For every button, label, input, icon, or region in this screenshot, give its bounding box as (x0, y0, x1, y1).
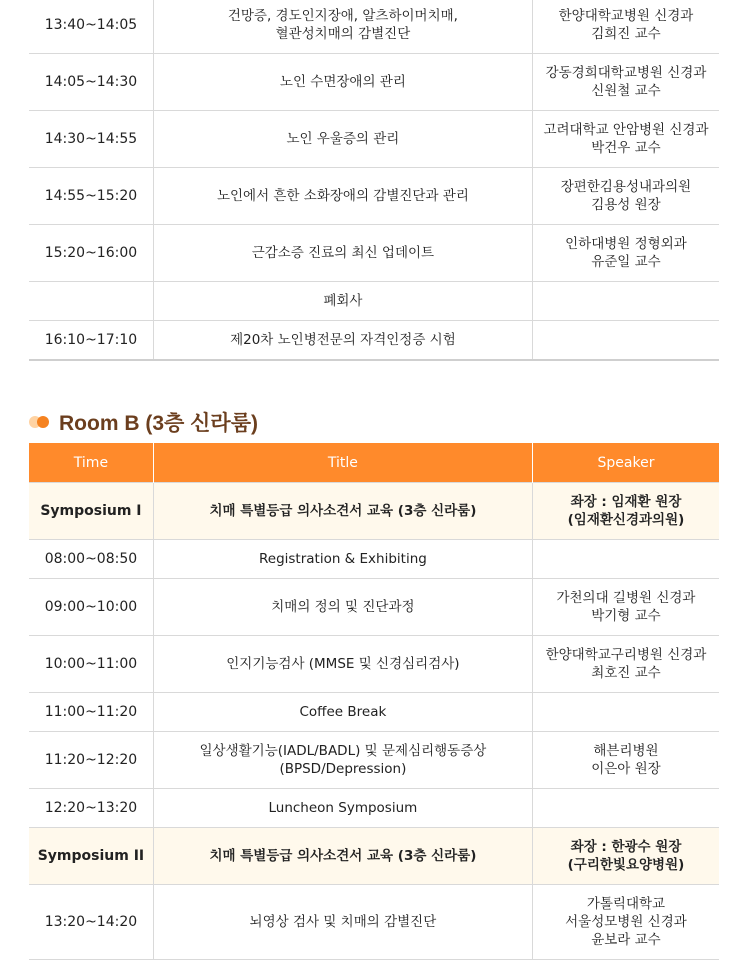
speaker-cell (532, 225, 719, 282)
speaker-cell (532, 483, 719, 540)
room-a-schedule-table (29, 0, 719, 361)
time-cell (29, 282, 153, 321)
speaker-line: 좌장 : 한광수 원장 (570, 839, 682, 855)
title-cell (153, 693, 532, 732)
title-line: 치매 특별등급 의사소견서 교육 (3층 신라룸) (209, 848, 477, 864)
time-cell: 13:40~14:05 (29, 0, 153, 54)
speaker-line: 장편한김용성내과의원 (560, 179, 692, 195)
title-cell (153, 789, 532, 828)
title-cell (153, 732, 532, 789)
room-b-schedule-table (29, 443, 719, 960)
time-cell: 11:20~12:20 (29, 732, 153, 789)
speaker-line: 가톨릭대학교 (586, 896, 666, 912)
title-line: 제20차 노인병전문의 자격인정증 시험 (230, 331, 456, 348)
room-b-title: Room B (3층 신라룸) (59, 412, 258, 435)
speaker-line: 박건우 교수 (591, 140, 661, 156)
time-cell: 14:55~15:20 (29, 168, 153, 225)
table-row (29, 225, 719, 282)
speaker-line: 강동경희대학교병원 신경과 (545, 65, 707, 81)
speaker-line: 서울성모병원 신경과 (565, 914, 687, 930)
symposium-row (29, 483, 719, 540)
title-line: 근감소증 진료의 최신 업데이트 (251, 245, 435, 261)
title-cell (153, 54, 532, 111)
time-cell: 11:00~11:20 (29, 693, 153, 732)
title-cell (153, 0, 532, 54)
title-line: 노인 수면장애의 관리 (279, 74, 406, 90)
speaker-line: 김희진 교수 (591, 26, 661, 42)
title-line: Registration & Exhibiting (258, 551, 427, 567)
table-row (29, 111, 719, 168)
title-line: 뇌영상 검사 및 치매의 감별진단 (249, 914, 437, 930)
title-cell (153, 885, 532, 960)
speaker-cell (532, 732, 719, 789)
speaker-line: 가천의대 길병원 신경과 (556, 590, 696, 606)
time-cell: 09:00~10:00 (29, 579, 153, 636)
speaker-line: 유준일 교수 (591, 254, 661, 270)
title-line: 노인에서 흔한 소화장애의 감별진단과 관리 (216, 188, 469, 204)
time-cell: 13:20~14:20 (29, 885, 153, 960)
time-cell: Symposium I (29, 483, 153, 540)
speaker-line: 한양대학교병원 신경과 (558, 8, 694, 24)
table-row (29, 885, 719, 960)
speaker-cell (532, 885, 719, 960)
time-cell: 08:00~08:50 (29, 540, 153, 579)
title-line: 치매의 정의 및 진단과정 (271, 599, 415, 615)
header-speaker: Speaker (532, 443, 719, 483)
table-row (29, 732, 719, 789)
speaker-line: (임재환신경과의원) (567, 512, 685, 528)
title-line: 치매 특별등급 의사소견서 교육 (3층 신라룸) (209, 503, 477, 519)
title-cell (153, 540, 532, 579)
table-header-row (29, 443, 719, 483)
title-cell (153, 321, 532, 360)
table-row (29, 540, 719, 579)
table-row (29, 636, 719, 693)
speaker-line: 좌장 : 임재환 원장 (570, 494, 682, 510)
speaker-line: 이은아 원장 (591, 761, 661, 777)
speaker-cell (532, 636, 719, 693)
header-time: Time (29, 443, 153, 483)
title-cell (153, 828, 532, 885)
title-line: Luncheon Symposium (268, 800, 418, 816)
table-row (29, 579, 719, 636)
speaker-cell (532, 693, 719, 732)
speaker-line: 한양대학교구리병원 신경과 (545, 647, 707, 663)
title-cell (153, 111, 532, 168)
speaker-cell (532, 168, 719, 225)
speaker-line: 김용성 원장 (591, 197, 661, 213)
speaker-cell (532, 579, 719, 636)
time-cell: 14:30~14:55 (29, 111, 153, 168)
speaker-cell (532, 828, 719, 885)
table-row (29, 54, 719, 111)
speaker-line: 최호진 교수 (591, 665, 661, 681)
title-line: 일상생활기능(IADL/BADL) 및 문제심리행동증상 (199, 743, 487, 759)
symposium-row (29, 828, 719, 885)
time-cell: 12:20~13:20 (29, 789, 153, 828)
title-line: 노인 우울증의 관리 (286, 131, 400, 147)
speaker-line: 고려대학교 안암병원 신경과 (543, 122, 709, 138)
table-row (29, 282, 719, 321)
table-row (29, 168, 719, 225)
speaker-line: 인하대병원 정형외과 (565, 236, 687, 252)
title-line: 인지기능검사 (MMSE 및 신경심리검사) (226, 656, 460, 672)
title-line: 건망증, 경도인지장애, 알츠하이머치매, (227, 8, 458, 24)
speaker-line: 신원철 교수 (591, 83, 661, 99)
speaker-line: 해븐리병원 (593, 743, 659, 759)
time-cell: 15:20~16:00 (29, 225, 153, 282)
time-cell: Symposium II (29, 828, 153, 885)
title-cell (153, 483, 532, 540)
title-line: (BPSD/Depression) (279, 761, 407, 777)
table-row (29, 789, 719, 828)
speaker-cell (532, 0, 719, 54)
title-line: 혈관성치매의 감별진단 (275, 26, 411, 42)
title-cell (153, 282, 532, 321)
title-cell (153, 168, 532, 225)
title-line: 폐회사 (323, 293, 363, 309)
room-bullet-icon (29, 415, 51, 429)
time-cell: 14:05~14:30 (29, 54, 153, 111)
time-cell: 16:10~17:10 (29, 321, 153, 360)
speaker-cell (532, 540, 719, 579)
table-row (29, 0, 719, 54)
title-cell (153, 225, 532, 282)
speaker-line: 윤보라 교수 (591, 932, 661, 948)
speaker-cell (532, 111, 719, 168)
speaker-cell (532, 54, 719, 111)
speaker-cell (532, 282, 719, 321)
title-cell (153, 636, 532, 693)
table-row (29, 321, 719, 360)
title-cell (153, 579, 532, 636)
room-b-heading (29, 407, 258, 437)
speaker-cell (532, 321, 719, 360)
speaker-cell (532, 789, 719, 828)
title-line: Coffee Break (299, 704, 387, 720)
speaker-line: 박기형 교수 (591, 608, 661, 624)
time-cell: 10:00~11:00 (29, 636, 153, 693)
header-title: Title (153, 443, 532, 483)
speaker-line: (구리한빛요양병원) (567, 857, 685, 873)
table-row (29, 693, 719, 732)
